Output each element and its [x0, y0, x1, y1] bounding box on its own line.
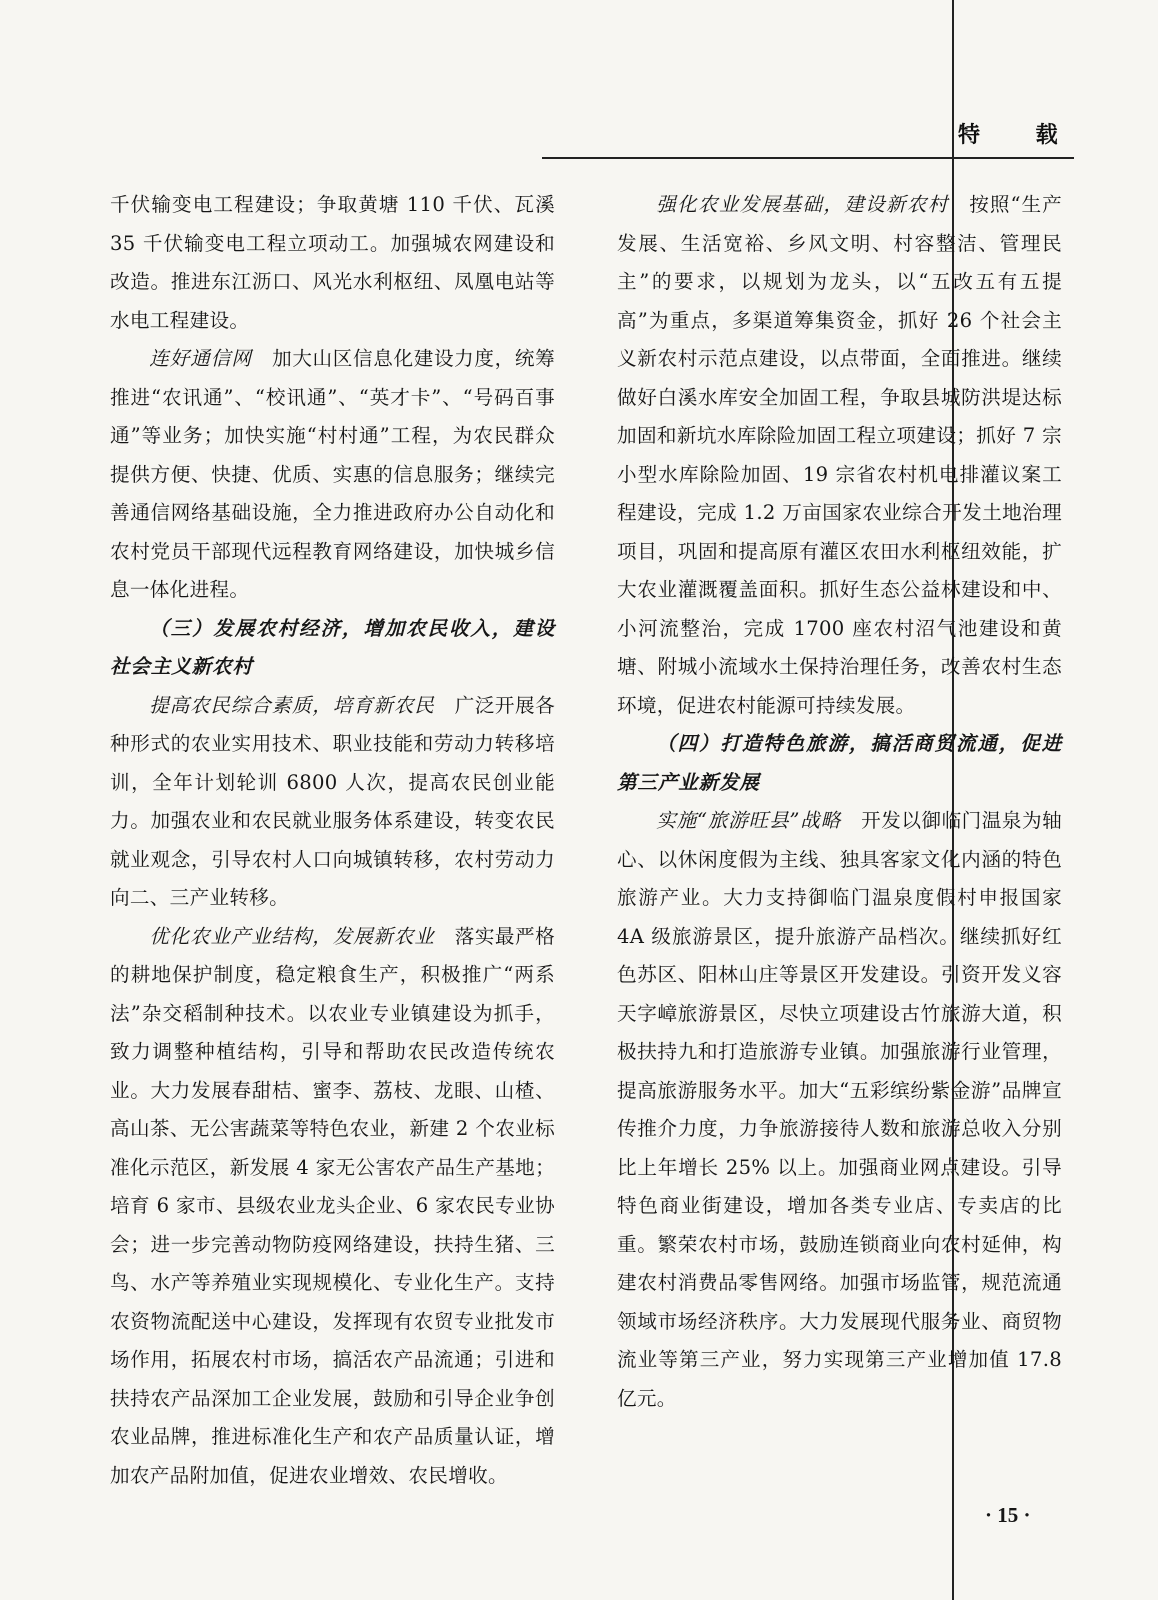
header-rule	[542, 157, 1074, 159]
right-paragraph-2-lead: 实施“旅游旺县”战略	[656, 809, 842, 832]
page-number: · 15 ·	[985, 1503, 1031, 1527]
section-heading-3: （三）发展农村经济，增加农民收入，建设社会主义新农村	[110, 616, 555, 678]
left-paragraph-3	[110, 687, 555, 918]
section-heading-4: （四）打造特色旅游，搞活商贸流通，促进第三产业新发展	[617, 732, 1062, 794]
right-paragraph-1-lead: 强化农业发展基础，建设新农村	[656, 193, 949, 216]
left-paragraph-2	[110, 340, 555, 610]
right-paragraph-2-text: 开发以御临门温泉为轴心、以休闲度假为主线、独具客家文化内涵的特色旅游产业。大力支持御临门温泉度假村申报国家 4A 级旅游景区，提升旅游产品档次。继续抓好红色苏区、阳林山庄等景区开发建设。引资开发义容天字嶂旅游景区，尽快立项建设古竹旅游大道，积极扶持九和打造旅游专业镇。加强旅游行业管理，提高旅游服务水平。加大“五彩缤纷紫金游”品牌宣传推介力度，力争旅游接待人数和旅游总收入分别比上年增长 25% 以上。加强商业网点建设。引导特色商业街建设，增加各类专业店、专卖店的比重。繁荣农村市场，鼓励连锁商业向农村延伸，构建农村消费品零售网络。加强市场监管，规范流通领域市场经济秩序。大力发展现代服务业、商贸物流业等第三产业，努力实现第三产业增加值 17.8 亿元。	[617, 809, 1062, 1410]
left-paragraph-2-lead: 连好通信网	[149, 347, 252, 370]
left-paragraph-4-lead: 优化农业产业结构，发展新农业	[149, 924, 435, 948]
section-header-label: 特 载	[958, 123, 1082, 148]
left-paragraph-2-text: 加大山区信息化建设力度，统筹推进“农讯通”、“校讯通”、“英才卡”、“号码百事通”等业务；加快实施“村村通”工程，为农民群众提供方便、快捷、优质、实惠的信息服务；继续完善通信网络基础设施，全力推进政府办公自动化和农村党员干部现代远程教育网络建设，加快城乡信息一体化进程。	[110, 347, 555, 601]
right-paragraph-2	[617, 802, 1062, 1418]
left-paragraph-4-text: 落实最严格的耕地保护制度，稳定粮食生产，积极推广“两系法”杂交稻制种技术。以农业专业镇建设为抓手，致力调整种植结构，引导和帮助农民改造传统农业。大力发展春甜桔、蜜李、荔枝、龙眼、山楂、高山茶、无公害蔬菜等特色农业，新建 2 个农业标准化示范区，新发展 4 家无公害农产品生产基地；培育 6 家市、县级农业龙头企业、6 家农民专业协会；进一步完善动物防疫网络建设，扶持生猪、三鸟、水产等养殖业实现规模化、专业化生产。支持农资物流配送中心建设，发挥现有农贸专业批发市场作用，拓展农村市场，搞活农产品流通；引进和扶持农产品深加工企业发展，鼓励和引导企业争创农业品牌，推进标准化生产和农产品质量认证，增加农产品附加值，促进农业增效、农民增收。	[110, 924, 555, 1487]
right-column	[617, 186, 1062, 1418]
right-paragraph-1-text: 按照“生产发展、生活宽裕、乡风文明、村容整洁、管理民主”的要求，以规划为龙头，以“五改五有五提高”为重点，多渠道筹集资金，抓好 26 个社会主义新农村示范点建设，以点带面，全面推进。继续做好白溪水库安全加固工程，争取县城防洪堤达标加固和新坑水库除险加固工程立项建设；抓好 7 宗小型水库除险加固、19 宗省农村机电排灌议案工程建设，完成 1.2 万亩国家农业综合开发土地治理项目，巩固和提高原有灌区农田水利枢纽效能，扩大农业灌溉覆盖面积。抓好生态公益林建设和中、小河流整治，完成 1700 座农村沼气池建设和黄塘、附城小流域水土保持治理任务，改善农村生态环境，促进农村能源可持续发展。	[617, 193, 1062, 717]
left-column	[110, 186, 555, 1495]
left-paragraph-1: 千伏输变电工程建设；争取黄塘 110 千伏、瓦溪35 千伏输变电工程立项动工。加强城农网建设和改造。推进东江沥口、风光水利枢纽、凤凰电站等水电工程建设。	[110, 193, 555, 332]
left-paragraph-3-text: 广泛开展各种形式的农业实用技术、职业技能和劳动力转移培训，全年计划轮训 6800 人次，提高农民创业能力。加强农业和农民就业服务体系建设，转变农民就业观念，引导农村人口向城镇转移，农村劳动力向二、三产业转移。	[110, 693, 555, 909]
left-paragraph-4	[110, 918, 555, 1496]
left-paragraph-3-lead: 提高农民综合素质，培育新农民	[149, 693, 435, 717]
right-paragraph-1	[617, 186, 1062, 725]
